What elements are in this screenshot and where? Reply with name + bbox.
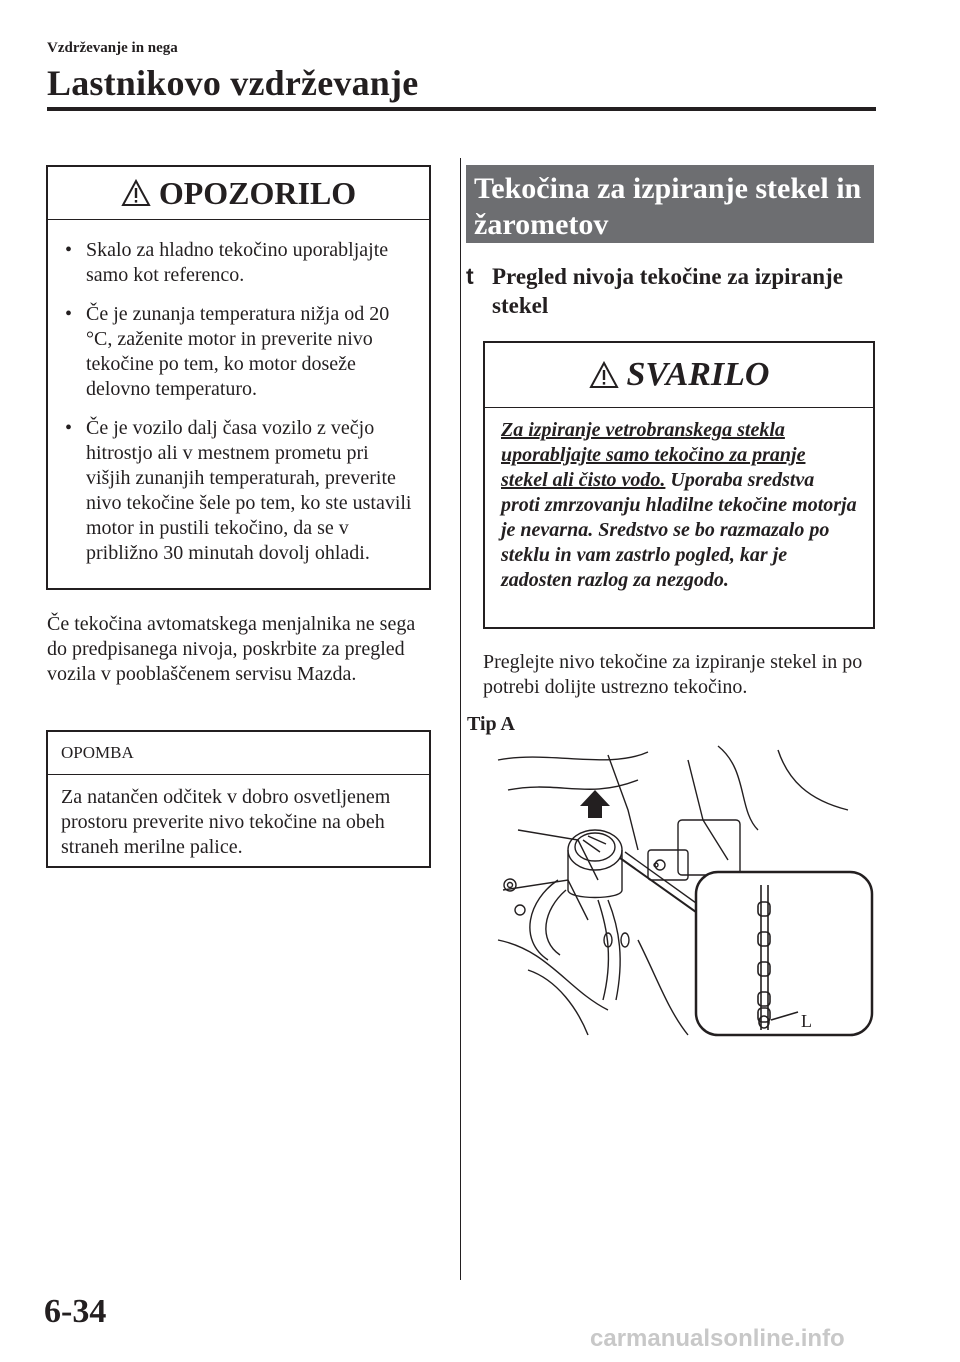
- left-paragraph: Če tekočina avtomatskega menjalnika ne sega do predpisanega nivoja, poskrbite za pregled vozila v pooblaščenem servisu Mazda.: [47, 613, 416, 685]
- header-rule: [47, 107, 876, 111]
- caution-label: SVARILO: [626, 356, 770, 393]
- subsection-title: Pregled nivoja tekočine za izpiranje stekel: [492, 264, 843, 318]
- warning-bullet: • Če je zunanja temperatura nižja od 20 °C, zaženite motor in preverite nivo tekočine po tem, ko motor doseže delovno temperaturo.: [86, 302, 415, 402]
- warning-label: OPOZORILO: [158, 174, 357, 211]
- callout-label: L: [801, 1011, 812, 1031]
- warning-header: [48, 167, 429, 220]
- right-paragraph: Preglejte nivo tekočine za izpiranje stekel in po potrebi dolijte ustrezno tekočino.: [483, 651, 863, 698]
- up-arrow-icon: [580, 790, 610, 818]
- page-title: Lastnikovo vzdrževanje: [47, 63, 419, 103]
- note-box: [46, 730, 431, 868]
- type-label: Tip A: [467, 713, 515, 735]
- caution-body-text: Uporaba sredstva proti zmrzovanju hladilne tekočine motorja je nevarna. Sredstvo se bo razmazalo po steklu in vam zastrlo pogled, kar je zadosten razlog za nezgodo.: [501, 469, 857, 591]
- warning-triangle-icon: [121, 179, 151, 207]
- breadcrumb: Vzdrževanje in nega: [47, 40, 178, 56]
- caution-underlined-text: Za izpiranje vetrobranskega stekla uporabljajte samo tekočino za pranje stekel ali čisto vodo.: [501, 419, 806, 491]
- warning-list: [48, 220, 429, 588]
- column-divider: [460, 158, 461, 1280]
- washer-fluid-figure: [488, 740, 878, 1040]
- subsection-marker: t: [466, 263, 474, 289]
- caution-header: [485, 343, 873, 408]
- warning-triangle-icon: [589, 361, 619, 389]
- watermark: carmanualsonline.info: [590, 1325, 845, 1352]
- caution-text: [485, 408, 873, 603]
- warning-box: [46, 165, 431, 590]
- page-number: 6-34: [44, 1293, 107, 1330]
- caution-box: [483, 341, 875, 629]
- note-label: OPOMBA: [48, 732, 429, 775]
- warning-bullet: • Skalo za hladno tekočino uporabljajte samo kot referenco.: [86, 238, 415, 288]
- note-text: Za natančen odčitek v dobro osvetljenem prostoru preverite nivo tekočine na obeh straneh merilne palice.: [61, 786, 391, 858]
- warning-bullet: • Če je vozilo dalj časa vozilo z večjo hitrostjo ali v mestnem prometu pri višjih zunanjih temperaturah, preverite nivo tekočine šele po tem, ko ste ustavili motor in pustili tekočino, da se v približno 30 minutah dovolj ohladi.: [86, 416, 415, 566]
- section-title: Tekočina za izpiranje stekel in žarometov: [466, 165, 874, 243]
- subsection-heading: [466, 262, 852, 320]
